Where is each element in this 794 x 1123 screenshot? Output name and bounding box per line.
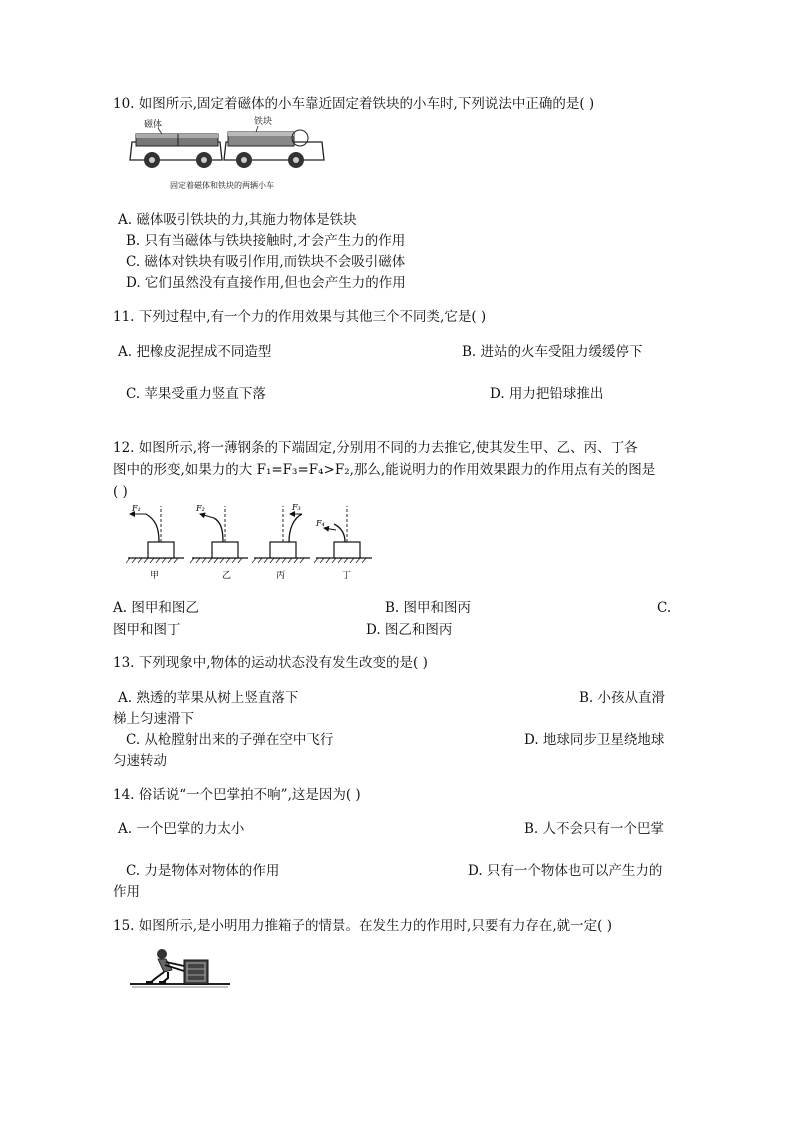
q14-option-a: A. 一个巴掌的力太小 (118, 821, 245, 837)
q13-option-b: B. 小孩从直滑 (579, 690, 666, 706)
q13-option-d: D. 地球同步卫星绕地球 (524, 732, 665, 748)
q12-option-c-prefix: C. (657, 600, 672, 616)
q12-figure-steel-strips (126, 500, 376, 586)
q11-option-c: C. 苹果受重力竖直下落 (126, 386, 266, 402)
q13-option-b-cont: 梯上匀速滑下 (113, 711, 194, 727)
svg-text:乙: 乙 (222, 571, 232, 581)
q12-panel-ding (314, 506, 372, 581)
q10-option-a: A. 磁体吸引铁块的力,其施力物体是铁块 (118, 212, 357, 228)
svg-text:甲: 甲 (150, 571, 160, 581)
q12-stem-line1: 12. 如图所示,将一薄钢条的下端固定,分别用不同的力去推它,使其发生甲、乙、丙、丁各 (113, 440, 638, 456)
q10-label-magnet: 磁体 (144, 120, 163, 130)
q10-option-b: B. 只有当磁体与铁块接触时,才会产生力的作用 (126, 233, 406, 249)
q11-option-d: D. 用力把铅球推出 (490, 386, 604, 402)
q13-stem: 13. 下列现象中,物体的运动状态没有发生改变的是( ) (113, 655, 428, 671)
q10-option-c: C. 磁体对铁块有吸引作用,而铁块不会吸引磁体 (126, 254, 406, 270)
q10-label-iron: 铁块 (254, 117, 273, 127)
q12-option-a: A. 图甲和图乙 (113, 600, 199, 616)
q10-option-d: D. 它们虽然没有直接作用,但也会产生力的作用 (126, 275, 406, 291)
q12-stem-line3: ( ) (113, 484, 128, 500)
q13-option-a: A. 熟透的苹果从树上竖直落下 (118, 690, 299, 706)
q12-stem-line2: 图中的形变,如果力的大 F₁=F₃=F₄>F₂,那么,能说明力的作用效果跟力的作用点有关的图是 (113, 462, 656, 478)
q14-stem: 14. 俗话说“一个巴掌拍不响”,这是因为( ) (113, 787, 361, 803)
svg-text:F₁: F₁ (132, 504, 141, 513)
q12-panel-bing (252, 503, 310, 581)
svg-text:丙: 丙 (276, 571, 286, 581)
q11-option-b: B. 进站的火车受阻力缓缓停下 (462, 344, 643, 360)
svg-text:F₄: F₄ (316, 519, 325, 528)
q11-option-a: A. 把橡皮泥捏成不同造型 (118, 344, 272, 360)
q10-figure-two-carts (128, 114, 328, 194)
q12-panel-yi (190, 504, 248, 581)
svg-text:F₃: F₃ (292, 503, 301, 512)
q13-option-c: C. 从枪膛射出来的子弹在空中飞行 (126, 732, 334, 748)
q14-option-b: B. 人不会只有一个巴掌 (524, 821, 665, 837)
svg-text:F₂: F₂ (196, 504, 205, 513)
q15-stem: 15. 如图所示,是小明用力推箱子的情景。在发生力的作用时,只要有力存在,就一定( ) (113, 918, 612, 934)
svg-text:丁: 丁 (342, 571, 352, 581)
q10-stem: 10. 如图所示,固定着磁体的小车靠近固定着铁块的小车时,下列说法中正确的是( ) (113, 96, 595, 112)
q12-option-c: 图甲和图丁 (113, 622, 181, 638)
q11-stem: 11. 下列过程中,有一个力的作用效果与其他三个不同类,它是( ) (113, 309, 487, 325)
q12-panel-jia (126, 504, 184, 581)
q14-option-d-cont: 作用 (113, 884, 140, 900)
q15-figure-boy-pushing-box (128, 944, 232, 990)
q14-option-d: D. 只有一个物体也可以产生力的 (468, 863, 663, 879)
q12-option-d: D. 图乙和图丙 (366, 622, 453, 638)
q10-figure-caption: 固定着磁体和铁块的两辆小车 (170, 181, 274, 190)
q13-option-d-cont: 匀速转动 (113, 753, 167, 769)
q14-option-c: C. 力是物体对物体的作用 (126, 863, 280, 879)
q12-option-b: B. 图甲和图丙 (385, 600, 472, 616)
